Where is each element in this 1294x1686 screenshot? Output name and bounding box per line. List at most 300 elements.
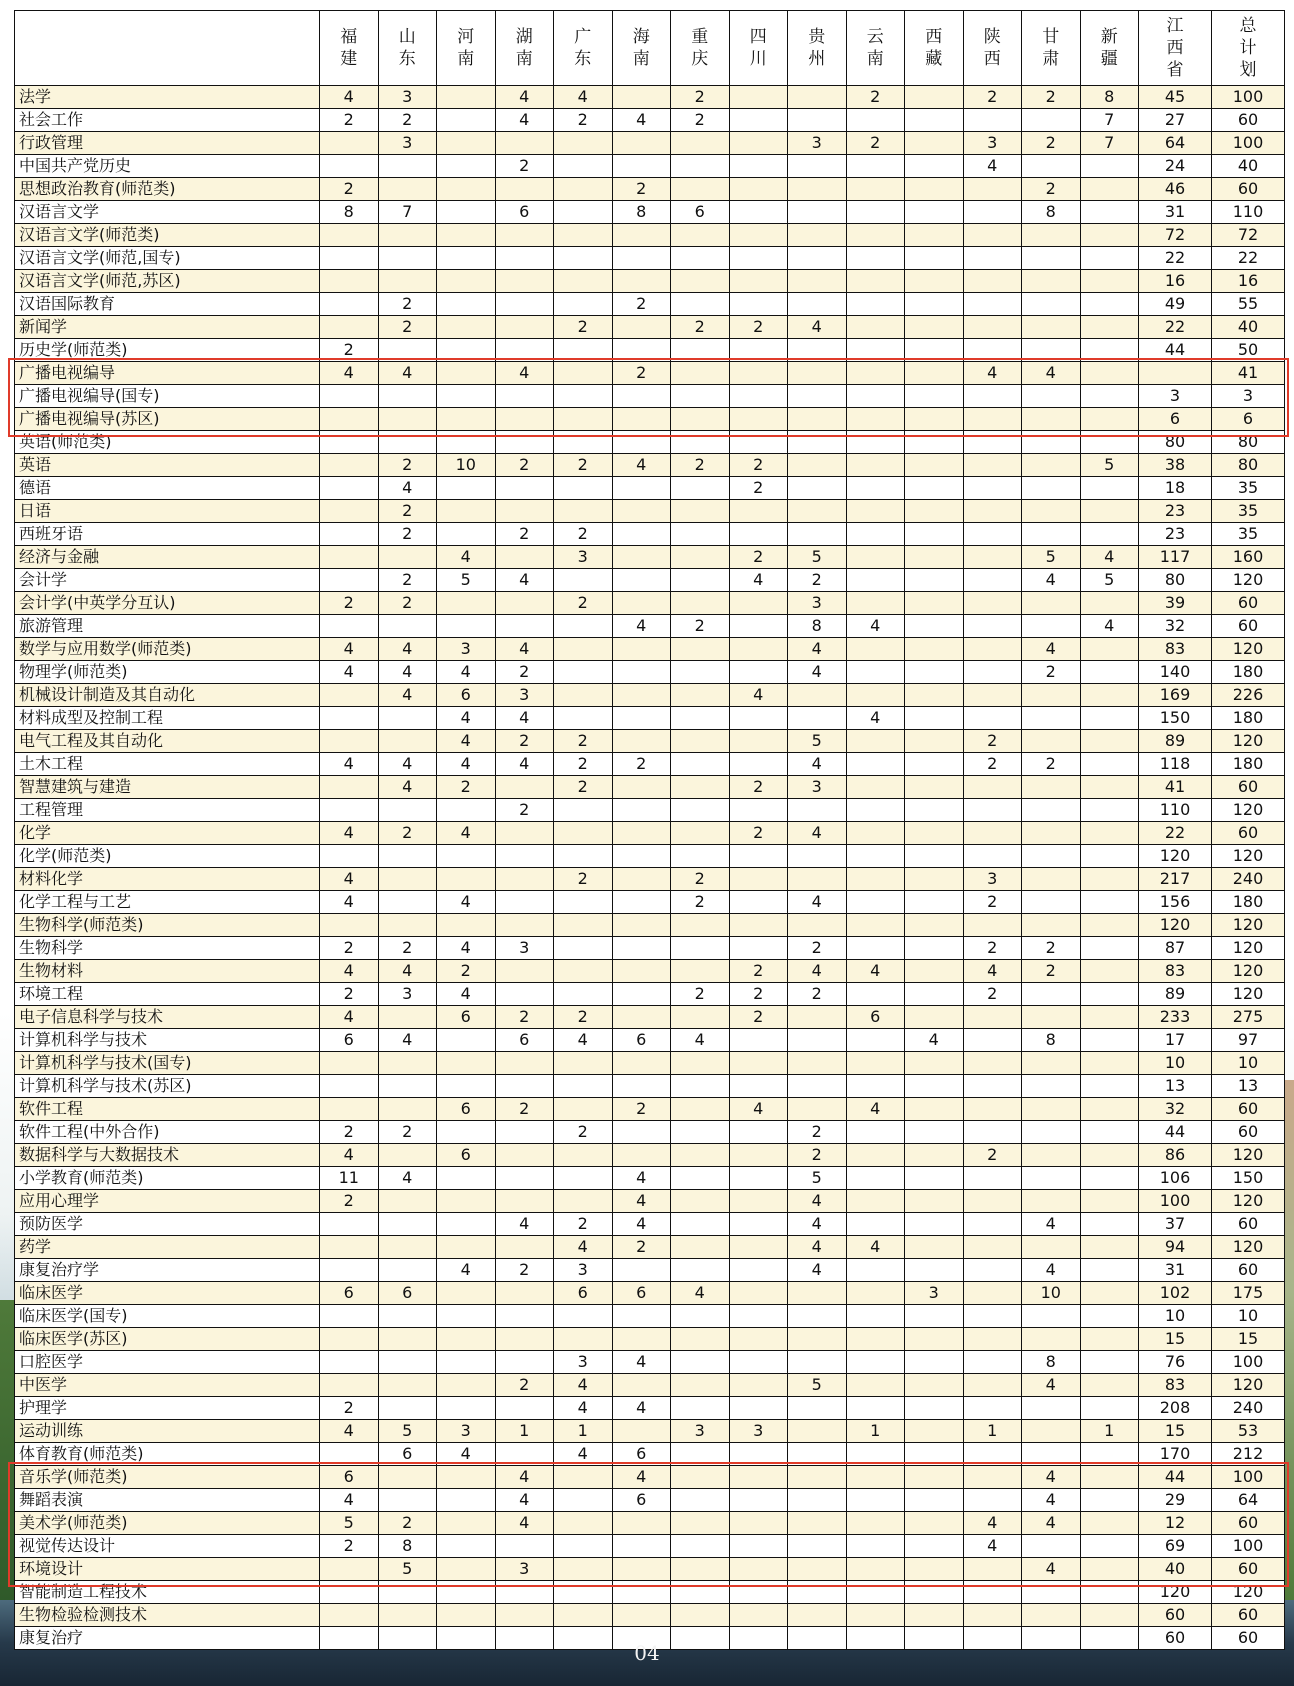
- quota-cell: [1022, 339, 1081, 362]
- quota-cell: [612, 730, 671, 753]
- quota-cell: 4: [788, 960, 847, 983]
- quota-cell: [729, 592, 788, 615]
- quota-cell: [846, 845, 905, 868]
- quota-cell: [437, 1535, 496, 1558]
- quota-cell: [1022, 1443, 1081, 1466]
- quota-cell: 4: [788, 891, 847, 914]
- quota-cell: [1022, 1052, 1081, 1075]
- quota-cell: [1080, 270, 1139, 293]
- quota-cell: 3: [1212, 385, 1285, 408]
- quota-cell: [788, 86, 847, 109]
- quota-cell: 89: [1139, 983, 1212, 1006]
- quota-cell: [788, 201, 847, 224]
- quota-cell: [963, 845, 1022, 868]
- quota-cell: 4: [963, 960, 1022, 983]
- quota-cell: [437, 109, 496, 132]
- quota-cell: 4: [437, 937, 496, 960]
- quota-cell: 29: [1139, 1489, 1212, 1512]
- quota-cell: [788, 1466, 847, 1489]
- quota-cell: 2: [495, 155, 554, 178]
- quota-cell: 60: [1139, 1627, 1212, 1650]
- quota-cell: 2: [320, 1397, 379, 1420]
- header-cell-major: [15, 11, 320, 86]
- quota-cell: 5: [1080, 569, 1139, 592]
- quota-cell: [1080, 224, 1139, 247]
- quota-cell: 2: [320, 1190, 379, 1213]
- quota-cell: [729, 155, 788, 178]
- quota-cell: [963, 546, 1022, 569]
- quota-cell: 27: [1139, 109, 1212, 132]
- table-row: [15, 546, 1285, 569]
- quota-cell: [495, 960, 554, 983]
- quota-cell: [378, 1328, 437, 1351]
- quota-cell: [963, 431, 1022, 454]
- quota-cell: [729, 615, 788, 638]
- quota-cell: [437, 1213, 496, 1236]
- quota-cell: [320, 270, 379, 293]
- quota-cell: 1: [554, 1420, 613, 1443]
- quota-cell: [320, 247, 379, 270]
- quota-cell: [788, 178, 847, 201]
- quota-cell: [671, 1558, 730, 1581]
- quota-cell: 2: [671, 615, 730, 638]
- quota-cell: [554, 661, 613, 684]
- quota-cell: [612, 776, 671, 799]
- quota-cell: 4: [846, 615, 905, 638]
- table-row: [15, 960, 1285, 983]
- quota-cell: [788, 523, 847, 546]
- quota-cell: 2: [788, 1144, 847, 1167]
- quota-cell: [729, 1190, 788, 1213]
- page-number: 04: [634, 1641, 660, 1665]
- quota-cell: [729, 293, 788, 316]
- quota-cell: [671, 1121, 730, 1144]
- quota-cell: 2: [612, 1236, 671, 1259]
- quota-cell: [1022, 109, 1081, 132]
- quota-cell: [788, 293, 847, 316]
- quota-cell: 2: [378, 500, 437, 523]
- quota-cell: 2: [963, 891, 1022, 914]
- quota-cell: [320, 316, 379, 339]
- quota-cell: [729, 1535, 788, 1558]
- quota-cell: [1080, 1581, 1139, 1604]
- table-row: [15, 201, 1285, 224]
- quota-cell: [963, 1558, 1022, 1581]
- quota-cell: [1022, 1236, 1081, 1259]
- quota-cell: [1080, 477, 1139, 500]
- quota-cell: [905, 408, 964, 431]
- quota-cell: 4: [612, 1466, 671, 1489]
- quota-cell: 2: [320, 1535, 379, 1558]
- quota-cell: 2: [729, 776, 788, 799]
- quota-cell: [905, 247, 964, 270]
- quota-cell: [963, 799, 1022, 822]
- quota-cell: 22: [1139, 822, 1212, 845]
- quota-cell: 5: [378, 1420, 437, 1443]
- table-row: [15, 362, 1285, 385]
- quota-cell: 4: [554, 1236, 613, 1259]
- quota-cell: 50: [1212, 339, 1285, 362]
- quota-cell: [1139, 362, 1212, 385]
- quota-cell: 4: [495, 638, 554, 661]
- quota-cell: [378, 730, 437, 753]
- quota-cell: [495, 868, 554, 891]
- quota-cell: [729, 661, 788, 684]
- quota-cell: 5: [378, 1558, 437, 1581]
- quota-cell: 32: [1139, 615, 1212, 638]
- major-name-cell: 汉语言文学: [15, 201, 320, 224]
- quota-cell: [905, 1006, 964, 1029]
- quota-cell: [612, 1259, 671, 1282]
- quota-cell: 4: [788, 316, 847, 339]
- quota-cell: 4: [612, 454, 671, 477]
- quota-cell: 120: [1212, 638, 1285, 661]
- quota-cell: 2: [1022, 937, 1081, 960]
- quota-cell: [846, 477, 905, 500]
- quota-cell: 4: [378, 753, 437, 776]
- quota-cell: [612, 799, 671, 822]
- quota-cell: [846, 638, 905, 661]
- quota-cell: [1080, 1604, 1139, 1627]
- quota-cell: [905, 1305, 964, 1328]
- quota-cell: [612, 1305, 671, 1328]
- quota-cell: [320, 132, 379, 155]
- quota-cell: [554, 1328, 613, 1351]
- quota-cell: [1080, 845, 1139, 868]
- quota-cell: 4: [671, 1282, 730, 1305]
- quota-cell: [846, 500, 905, 523]
- quota-cell: 6: [320, 1282, 379, 1305]
- quota-cell: [554, 431, 613, 454]
- table-row: [15, 822, 1285, 845]
- quota-cell: [612, 1006, 671, 1029]
- quota-cell: 4: [437, 661, 496, 684]
- quota-cell: [963, 1167, 1022, 1190]
- quota-cell: [437, 1512, 496, 1535]
- quota-cell: [1022, 1604, 1081, 1627]
- quota-cell: [612, 592, 671, 615]
- quota-cell: [788, 1328, 847, 1351]
- quota-cell: 2: [1022, 132, 1081, 155]
- quota-cell: [378, 799, 437, 822]
- quota-cell: [437, 1305, 496, 1328]
- quota-cell: [1022, 155, 1081, 178]
- major-name-cell: 计算机科学与技术: [15, 1029, 320, 1052]
- quota-cell: [671, 132, 730, 155]
- quota-cell: 120: [1212, 845, 1285, 868]
- major-name-cell: 计算机科学与技术(国专): [15, 1052, 320, 1075]
- major-name-cell: 社会工作: [15, 109, 320, 132]
- quota-cell: 2: [554, 454, 613, 477]
- quota-cell: [1080, 178, 1139, 201]
- quota-cell: [1022, 891, 1081, 914]
- quota-cell: 2: [554, 730, 613, 753]
- quota-cell: [963, 1075, 1022, 1098]
- major-name-cell: 会计学: [15, 569, 320, 592]
- quota-cell: [495, 1075, 554, 1098]
- quota-cell: 217: [1139, 868, 1212, 891]
- quota-cell: [1022, 247, 1081, 270]
- quota-cell: [1022, 454, 1081, 477]
- quota-cell: [788, 684, 847, 707]
- quota-cell: 80: [1139, 431, 1212, 454]
- quota-cell: [788, 1489, 847, 1512]
- quota-cell: 53: [1212, 1420, 1285, 1443]
- quota-cell: [612, 569, 671, 592]
- quota-cell: 118: [1139, 753, 1212, 776]
- quota-cell: [320, 293, 379, 316]
- quota-cell: [554, 822, 613, 845]
- quota-cell: [320, 707, 379, 730]
- quota-cell: [963, 1581, 1022, 1604]
- quota-cell: [554, 224, 613, 247]
- quota-cell: [554, 914, 613, 937]
- quota-cell: 60: [1212, 1512, 1285, 1535]
- quota-cell: 117: [1139, 546, 1212, 569]
- quota-cell: 100: [1212, 86, 1285, 109]
- quota-cell: 2: [1022, 178, 1081, 201]
- quota-cell: 120: [1212, 1190, 1285, 1213]
- quota-cell: 5: [788, 1167, 847, 1190]
- quota-cell: [437, 178, 496, 201]
- major-name-cell: 材料成型及控制工程: [15, 707, 320, 730]
- quota-cell: [846, 1512, 905, 1535]
- table-row: [15, 1144, 1285, 1167]
- quota-cell: [846, 1581, 905, 1604]
- quota-cell: [320, 1558, 379, 1581]
- quota-cell: 4: [378, 362, 437, 385]
- quota-cell: [1080, 362, 1139, 385]
- quota-cell: [671, 1466, 730, 1489]
- quota-cell: 4: [612, 1167, 671, 1190]
- quota-cell: 4: [378, 684, 437, 707]
- quota-cell: [671, 799, 730, 822]
- quota-cell: [729, 339, 788, 362]
- quota-cell: [671, 753, 730, 776]
- quota-cell: [1022, 431, 1081, 454]
- quota-cell: 4: [788, 1259, 847, 1282]
- major-name-cell: 西班牙语: [15, 523, 320, 546]
- quota-cell: 4: [729, 1098, 788, 1121]
- quota-cell: 102: [1139, 1282, 1212, 1305]
- quota-cell: [846, 1259, 905, 1282]
- table-row: [15, 707, 1285, 730]
- quota-cell: 120: [1212, 983, 1285, 1006]
- quota-cell: 2: [378, 822, 437, 845]
- quota-cell: [495, 1167, 554, 1190]
- quota-cell: [729, 1466, 788, 1489]
- quota-cell: [554, 638, 613, 661]
- quota-cell: [437, 500, 496, 523]
- quota-cell: 3: [437, 638, 496, 661]
- quota-cell: [612, 661, 671, 684]
- quota-cell: [1080, 1052, 1139, 1075]
- quota-cell: 60: [1139, 1604, 1212, 1627]
- quota-cell: 2: [495, 1006, 554, 1029]
- quota-cell: 4: [729, 684, 788, 707]
- quota-cell: [963, 1351, 1022, 1374]
- quota-cell: 4: [554, 86, 613, 109]
- quota-cell: 170: [1139, 1443, 1212, 1466]
- quota-cell: [495, 339, 554, 362]
- quota-cell: 10: [437, 454, 496, 477]
- major-name-cell: 口腔医学: [15, 1351, 320, 1374]
- quota-cell: [729, 1397, 788, 1420]
- quota-cell: 2: [788, 937, 847, 960]
- quota-cell: [1080, 1535, 1139, 1558]
- quota-cell: [378, 914, 437, 937]
- quota-cell: [437, 385, 496, 408]
- quota-cell: [1080, 1466, 1139, 1489]
- major-name-cell: 旅游管理: [15, 615, 320, 638]
- quota-cell: [320, 914, 379, 937]
- quota-cell: [729, 1282, 788, 1305]
- major-name-cell: 小学教育(师范类): [15, 1167, 320, 1190]
- quota-cell: [437, 868, 496, 891]
- quota-cell: [612, 1581, 671, 1604]
- quota-cell: 4: [1022, 1466, 1081, 1489]
- quota-cell: [846, 201, 905, 224]
- quota-cell: [905, 1558, 964, 1581]
- table-row: [15, 431, 1285, 454]
- quota-cell: [495, 983, 554, 1006]
- quota-cell: [729, 753, 788, 776]
- quota-cell: [437, 270, 496, 293]
- quota-cell: 2: [1022, 661, 1081, 684]
- quota-cell: [1080, 638, 1139, 661]
- quota-cell: [846, 1604, 905, 1627]
- table-row: [15, 247, 1285, 270]
- quota-cell: [554, 1512, 613, 1535]
- quota-cell: 4: [437, 753, 496, 776]
- quota-cell: 5: [1022, 546, 1081, 569]
- quota-cell: 69: [1139, 1535, 1212, 1558]
- quota-cell: [963, 1466, 1022, 1489]
- quota-cell: 60: [1212, 776, 1285, 799]
- quota-cell: [846, 661, 905, 684]
- quota-cell: [729, 1351, 788, 1374]
- quota-cell: 5: [788, 1374, 847, 1397]
- quota-cell: [1022, 730, 1081, 753]
- quota-cell: 2: [729, 822, 788, 845]
- quota-cell: [554, 201, 613, 224]
- quota-cell: [846, 1075, 905, 1098]
- quota-cell: [320, 546, 379, 569]
- quota-cell: 175: [1212, 1282, 1285, 1305]
- major-name-cell: 英语(师范类): [15, 431, 320, 454]
- major-name-cell: 汉语言文学(师范,国专): [15, 247, 320, 270]
- quota-cell: [1080, 983, 1139, 1006]
- quota-cell: [671, 523, 730, 546]
- quota-cell: [729, 1236, 788, 1259]
- quota-cell: [788, 109, 847, 132]
- quota-cell: 150: [1139, 707, 1212, 730]
- quota-cell: [554, 1489, 613, 1512]
- quota-cell: [905, 1213, 964, 1236]
- major-name-cell: 思想政治教育(师范类): [15, 178, 320, 201]
- quota-cell: [729, 1029, 788, 1052]
- table-row: [15, 1006, 1285, 1029]
- quota-cell: [963, 1259, 1022, 1282]
- quota-cell: [905, 362, 964, 385]
- quota-cell: [788, 477, 847, 500]
- quota-cell: [963, 316, 1022, 339]
- quota-cell: [671, 247, 730, 270]
- quota-cell: [1080, 201, 1139, 224]
- quota-cell: [671, 1213, 730, 1236]
- table-row: [15, 1512, 1285, 1535]
- quota-cell: [1080, 1190, 1139, 1213]
- quota-cell: [905, 1052, 964, 1075]
- quota-cell: [437, 155, 496, 178]
- quota-cell: [846, 730, 905, 753]
- quota-cell: [495, 1305, 554, 1328]
- quota-cell: [378, 707, 437, 730]
- quota-cell: [905, 1190, 964, 1213]
- major-name-cell: 中医学: [15, 1374, 320, 1397]
- quota-cell: 4: [378, 1167, 437, 1190]
- quota-cell: [378, 1052, 437, 1075]
- quota-cell: [671, 385, 730, 408]
- table-row: [15, 270, 1285, 293]
- quota-cell: [963, 1029, 1022, 1052]
- quota-cell: [495, 132, 554, 155]
- quota-cell: 4: [437, 1259, 496, 1282]
- quota-cell: 233: [1139, 1006, 1212, 1029]
- quota-cell: [963, 569, 1022, 592]
- quota-cell: 100: [1212, 1535, 1285, 1558]
- quota-cell: [612, 707, 671, 730]
- quota-cell: [846, 316, 905, 339]
- quota-cell: [1080, 1282, 1139, 1305]
- quota-cell: 4: [1022, 1259, 1081, 1282]
- table-row: [15, 109, 1285, 132]
- quota-cell: [495, 431, 554, 454]
- quota-cell: 2: [554, 868, 613, 891]
- major-name-cell: 环境工程: [15, 983, 320, 1006]
- quota-cell: [1080, 385, 1139, 408]
- quota-cell: [1080, 937, 1139, 960]
- major-name-cell: 广播电视编导(苏区): [15, 408, 320, 431]
- table-row: [15, 615, 1285, 638]
- quota-cell: [495, 822, 554, 845]
- quota-cell: 8: [612, 201, 671, 224]
- quota-cell: 4: [320, 753, 379, 776]
- quota-cell: [437, 362, 496, 385]
- quota-cell: [671, 638, 730, 661]
- quota-cell: [729, 1259, 788, 1282]
- quota-cell: [729, 707, 788, 730]
- quota-cell: [378, 845, 437, 868]
- quota-cell: 4: [495, 109, 554, 132]
- major-name-cell: 新闻学: [15, 316, 320, 339]
- quota-cell: [671, 1489, 730, 1512]
- quota-cell: [671, 1305, 730, 1328]
- quota-cell: 2: [671, 891, 730, 914]
- quota-cell: 83: [1139, 638, 1212, 661]
- quota-cell: [612, 1420, 671, 1443]
- quota-cell: [963, 1006, 1022, 1029]
- quota-cell: [963, 224, 1022, 247]
- quota-cell: [788, 1535, 847, 1558]
- quota-cell: 3: [554, 1351, 613, 1374]
- quota-cell: 39: [1139, 592, 1212, 615]
- quota-cell: [729, 270, 788, 293]
- quota-cell: [612, 845, 671, 868]
- quota-cell: 2: [612, 178, 671, 201]
- quota-cell: 6: [437, 1144, 496, 1167]
- major-name-cell: 舞蹈表演: [15, 1489, 320, 1512]
